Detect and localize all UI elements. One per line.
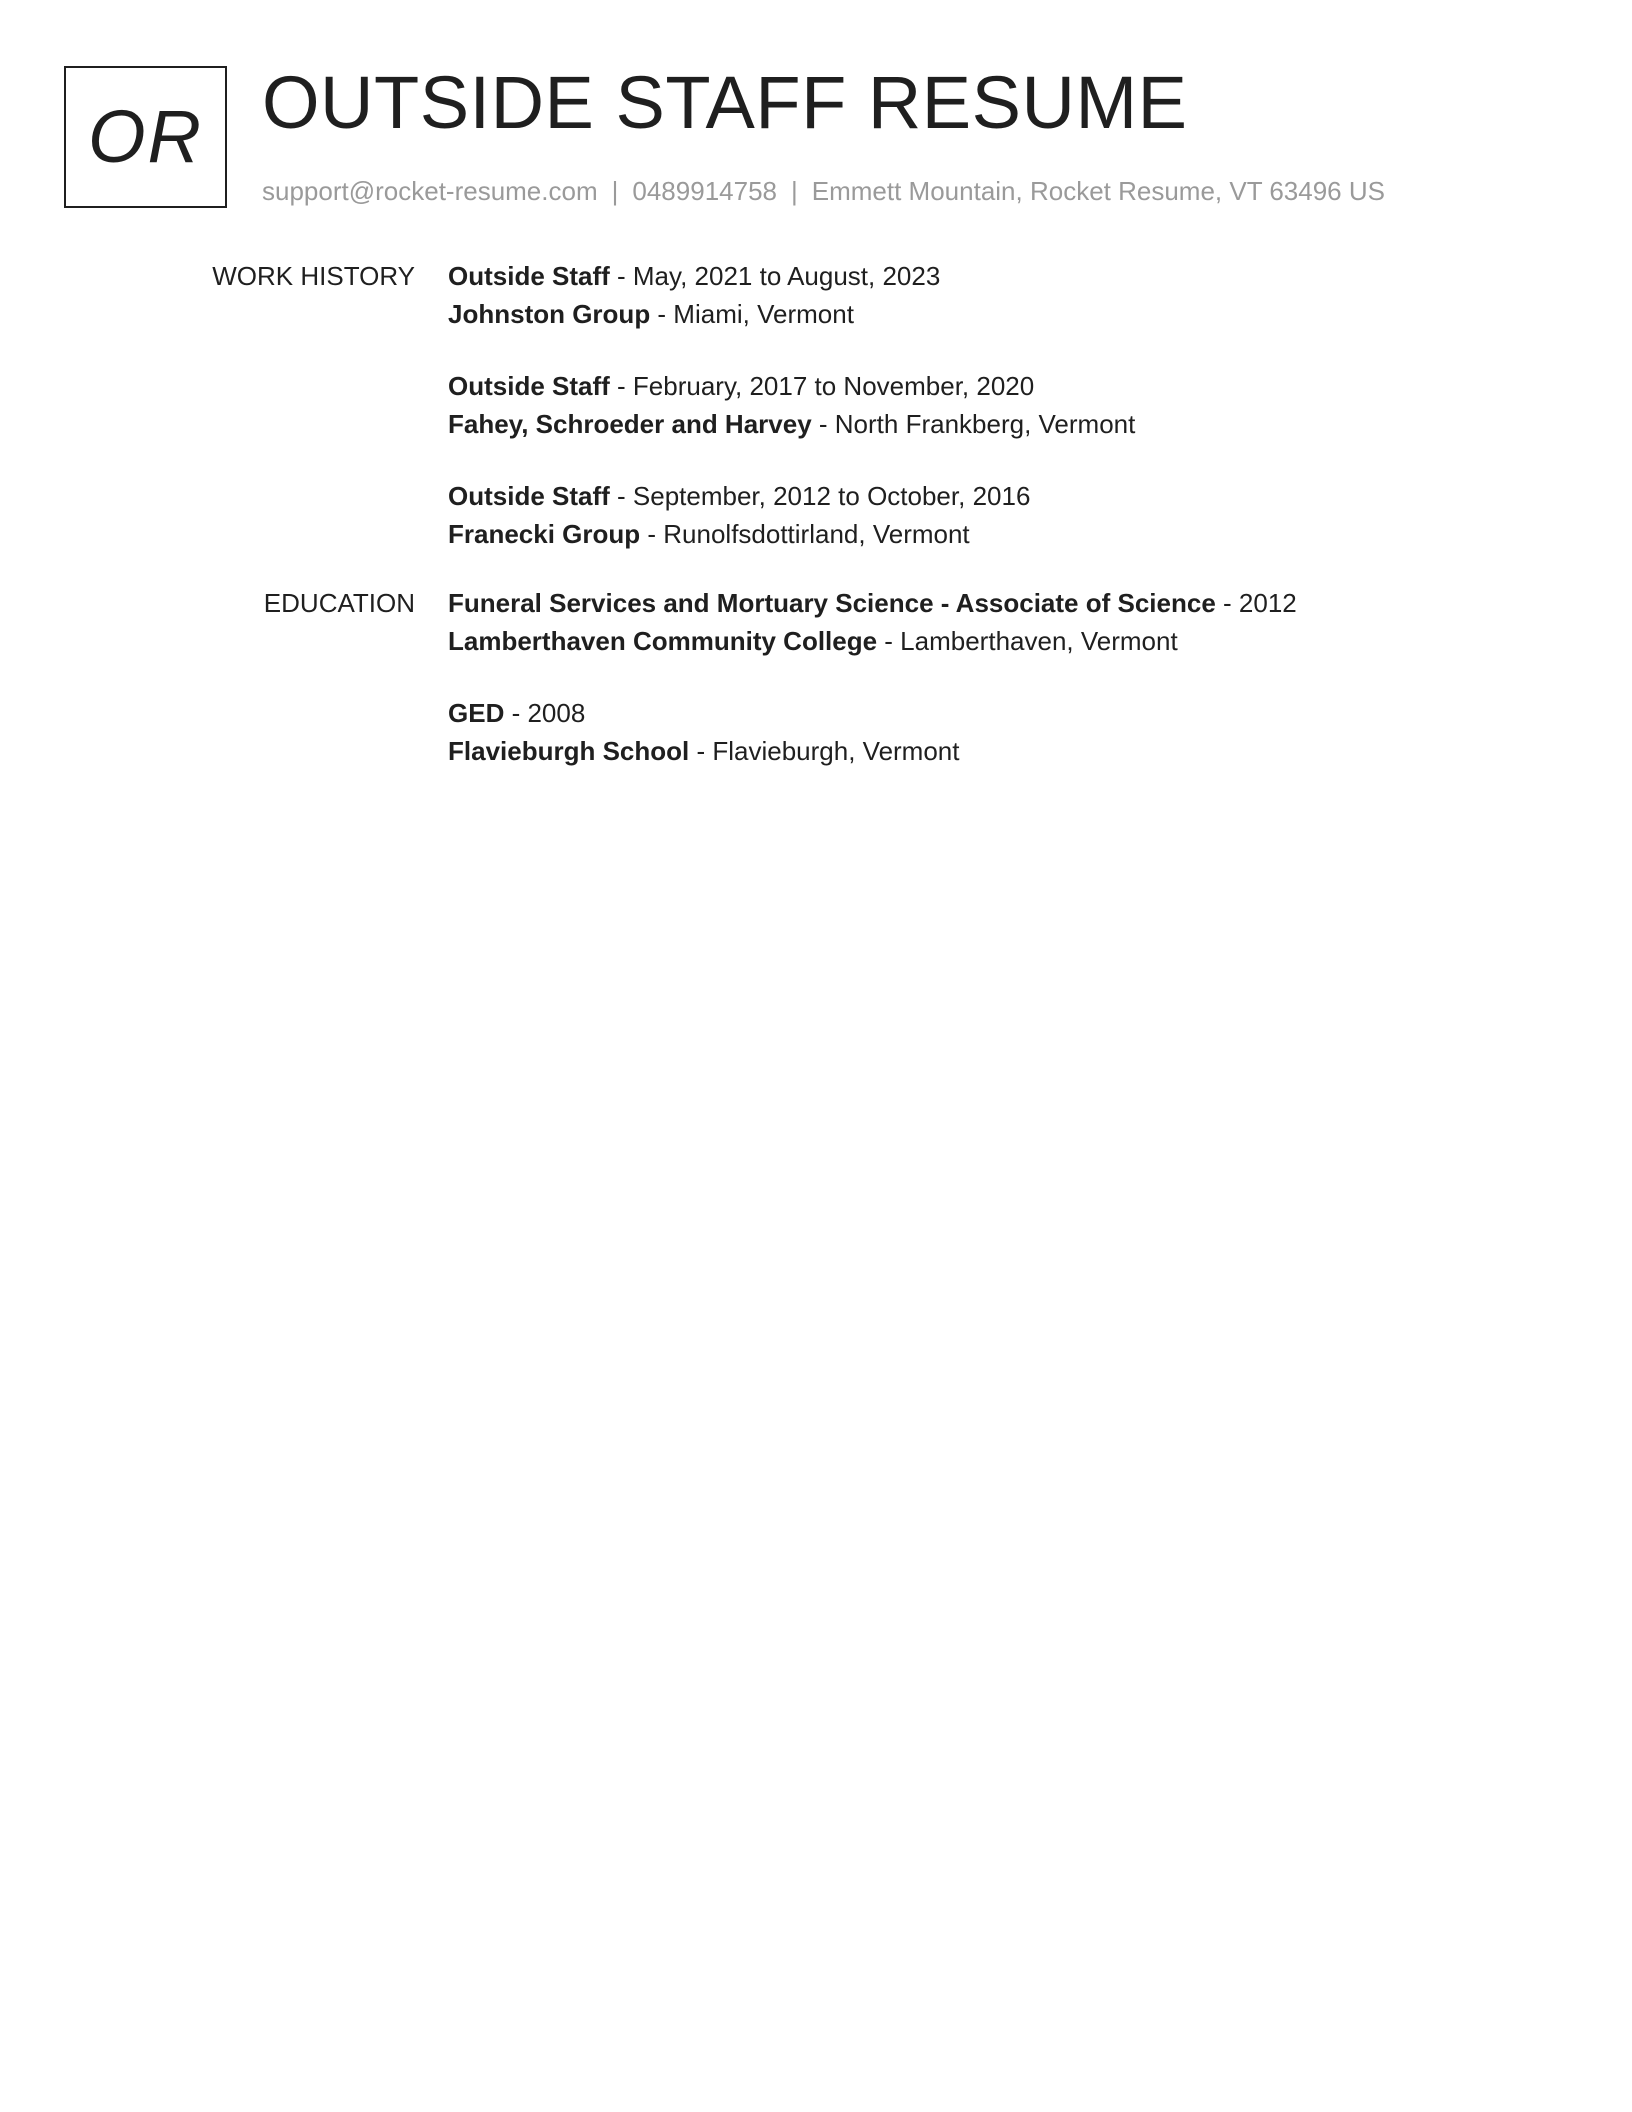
work-entry <box>448 477 1568 553</box>
job-dates: - February, 2017 to November, 2020 <box>609 371 1035 401</box>
work-entry-title-line <box>448 257 1568 295</box>
work-entry-employer-line <box>448 515 1568 553</box>
education-entry-degree-line <box>448 694 1568 732</box>
job-dates: - May, 2021 to August, 2023 <box>609 261 941 291</box>
job-role: Outside Staff <box>448 481 610 511</box>
contact-separator: | <box>791 176 798 206</box>
school-location: - Lamberthaven, Vermont <box>877 626 1178 656</box>
job-dates: - September, 2012 to October, 2016 <box>609 481 1031 511</box>
section-label-education: EDUCATION <box>263 588 415 618</box>
degree-name: Funeral Services and Mortuary Science - Associate of Science <box>448 588 1216 618</box>
work-entry <box>448 367 1568 443</box>
contact-line <box>262 174 1385 208</box>
education-entry <box>448 694 1568 770</box>
section-label-work-history: WORK HISTORY <box>212 261 415 291</box>
monogram-initials: OR <box>88 95 203 178</box>
education-entry <box>448 584 1568 660</box>
contact-phone[interactable]: 0489914758 <box>632 176 777 206</box>
education-entry-school-line <box>448 622 1568 660</box>
employer-name: Johnston Group <box>448 299 651 329</box>
employer-name: Fahey, Schroeder and Harvey <box>448 409 812 439</box>
resume-title: OUTSIDE STAFF RESUME <box>262 61 1188 144</box>
employer-location: - North Frankberg, Vermont <box>811 409 1136 439</box>
contact-address: Emmett Mountain, Rocket Resume, VT 63496 US <box>811 176 1385 206</box>
employer-location: - Miami, Vermont <box>650 299 854 329</box>
employer-name: Franecki Group <box>448 519 641 549</box>
contact-email[interactable]: support@rocket-resume.com <box>262 176 598 206</box>
education-entries <box>448 584 1568 804</box>
work-entry-title-line <box>448 367 1568 405</box>
work-entry <box>448 257 1568 333</box>
degree-name: GED <box>448 698 505 728</box>
school-name: Flavieburgh School <box>448 736 690 766</box>
work-entry-title-line <box>448 477 1568 515</box>
school-name: Lamberthaven Community College <box>448 626 878 656</box>
education-entry-degree-line <box>448 584 1568 622</box>
degree-year: - 2008 <box>504 698 586 728</box>
job-role: Outside Staff <box>448 261 610 291</box>
monogram-box <box>64 66 227 208</box>
work-history-entries <box>448 257 1568 587</box>
work-entry-employer-line <box>448 295 1568 333</box>
education-entry-school-line <box>448 732 1568 770</box>
degree-year: - 2012 <box>1215 588 1297 618</box>
school-location: - Flavieburgh, Vermont <box>689 736 960 766</box>
job-role: Outside Staff <box>448 371 610 401</box>
employer-location: - Runolfsdottirland, Vermont <box>640 519 970 549</box>
contact-separator: | <box>611 176 619 206</box>
work-entry-employer-line <box>448 405 1568 443</box>
